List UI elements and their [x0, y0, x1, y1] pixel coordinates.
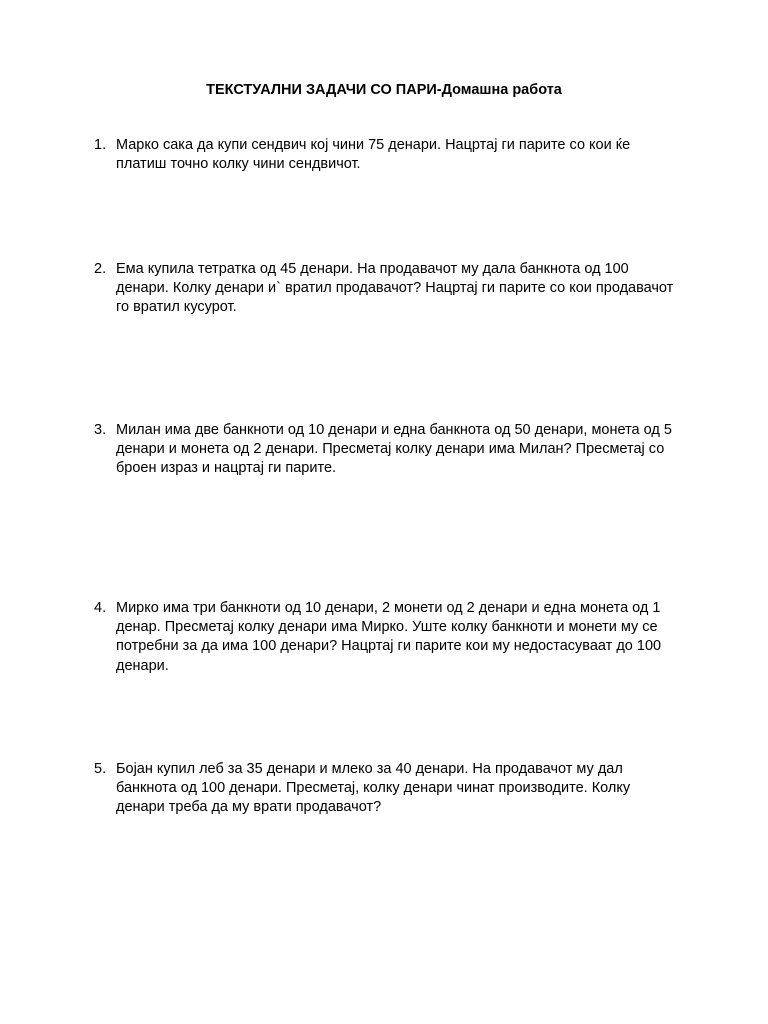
task-text — [116, 421, 704, 479]
task-number: 3. — [94, 422, 107, 438]
task-line: денари. — [116, 657, 169, 674]
task-line: Ема купила тетратка од 45 денари. На продавачот му дала банкнота од 100 — [116, 261, 629, 277]
task-line: денари треба да му врати продавачот? — [116, 799, 382, 816]
task-line: Бојан купил леб за 35 денари и млеко за 40 денари. На продавачот му дал — [116, 761, 623, 777]
task-line: платиш точно колку чини сендвичот. — [116, 156, 361, 173]
task-line: потребни за да има 100 денари? Нацртај ги парите кои му недостасуваат до 100 — [116, 638, 662, 655]
task-line: денари. Колку денари и` вратил продавачот? Нацртај ги парите со кои продавачот — [116, 280, 674, 297]
task-line: банкнота од 100 денари. Пресметај, колку денари чинат производите. Колку — [116, 780, 631, 797]
task-line: Марко сака да купи сендвич кој чини 75 денари. Нацртај ги парите со кои ќе — [116, 137, 631, 153]
task-item — [94, 260, 704, 318]
task-number: 1. — [94, 137, 107, 153]
task-number: 2. — [94, 261, 107, 277]
task-item — [94, 421, 704, 479]
task-line: Милан има две банкноти од 10 денари и една банкнота од 50 денари, монета од 5 — [116, 422, 672, 438]
task-item — [94, 760, 704, 818]
task-line: денари и монета од 2 денари. Пресметај колку денари има Милан? Пресметај со — [116, 441, 665, 458]
task-item — [94, 136, 704, 174]
task-line: Мирко има три банкноти од 10 денари, 2 монети од 2 денари и една монета од 1 — [116, 600, 661, 616]
task-text — [116, 260, 704, 318]
task-text — [116, 136, 704, 174]
task-item — [94, 599, 704, 676]
task-text — [116, 599, 704, 676]
task-line: денар. Пресметај колку денари има Мирко. Уште колку банкноти и монети му се — [116, 619, 658, 636]
task-number: 4. — [94, 600, 107, 616]
task-line: броен израз и нацртај ги парите. — [116, 460, 337, 477]
task-line: го вратил кусурот. — [116, 299, 237, 316]
task-number: 5. — [94, 761, 107, 777]
task-text — [116, 760, 704, 818]
page-title: ТЕКСТУАЛНИ ЗАДАЧИ СО ПАРИ-Домашна работа — [206, 82, 562, 98]
